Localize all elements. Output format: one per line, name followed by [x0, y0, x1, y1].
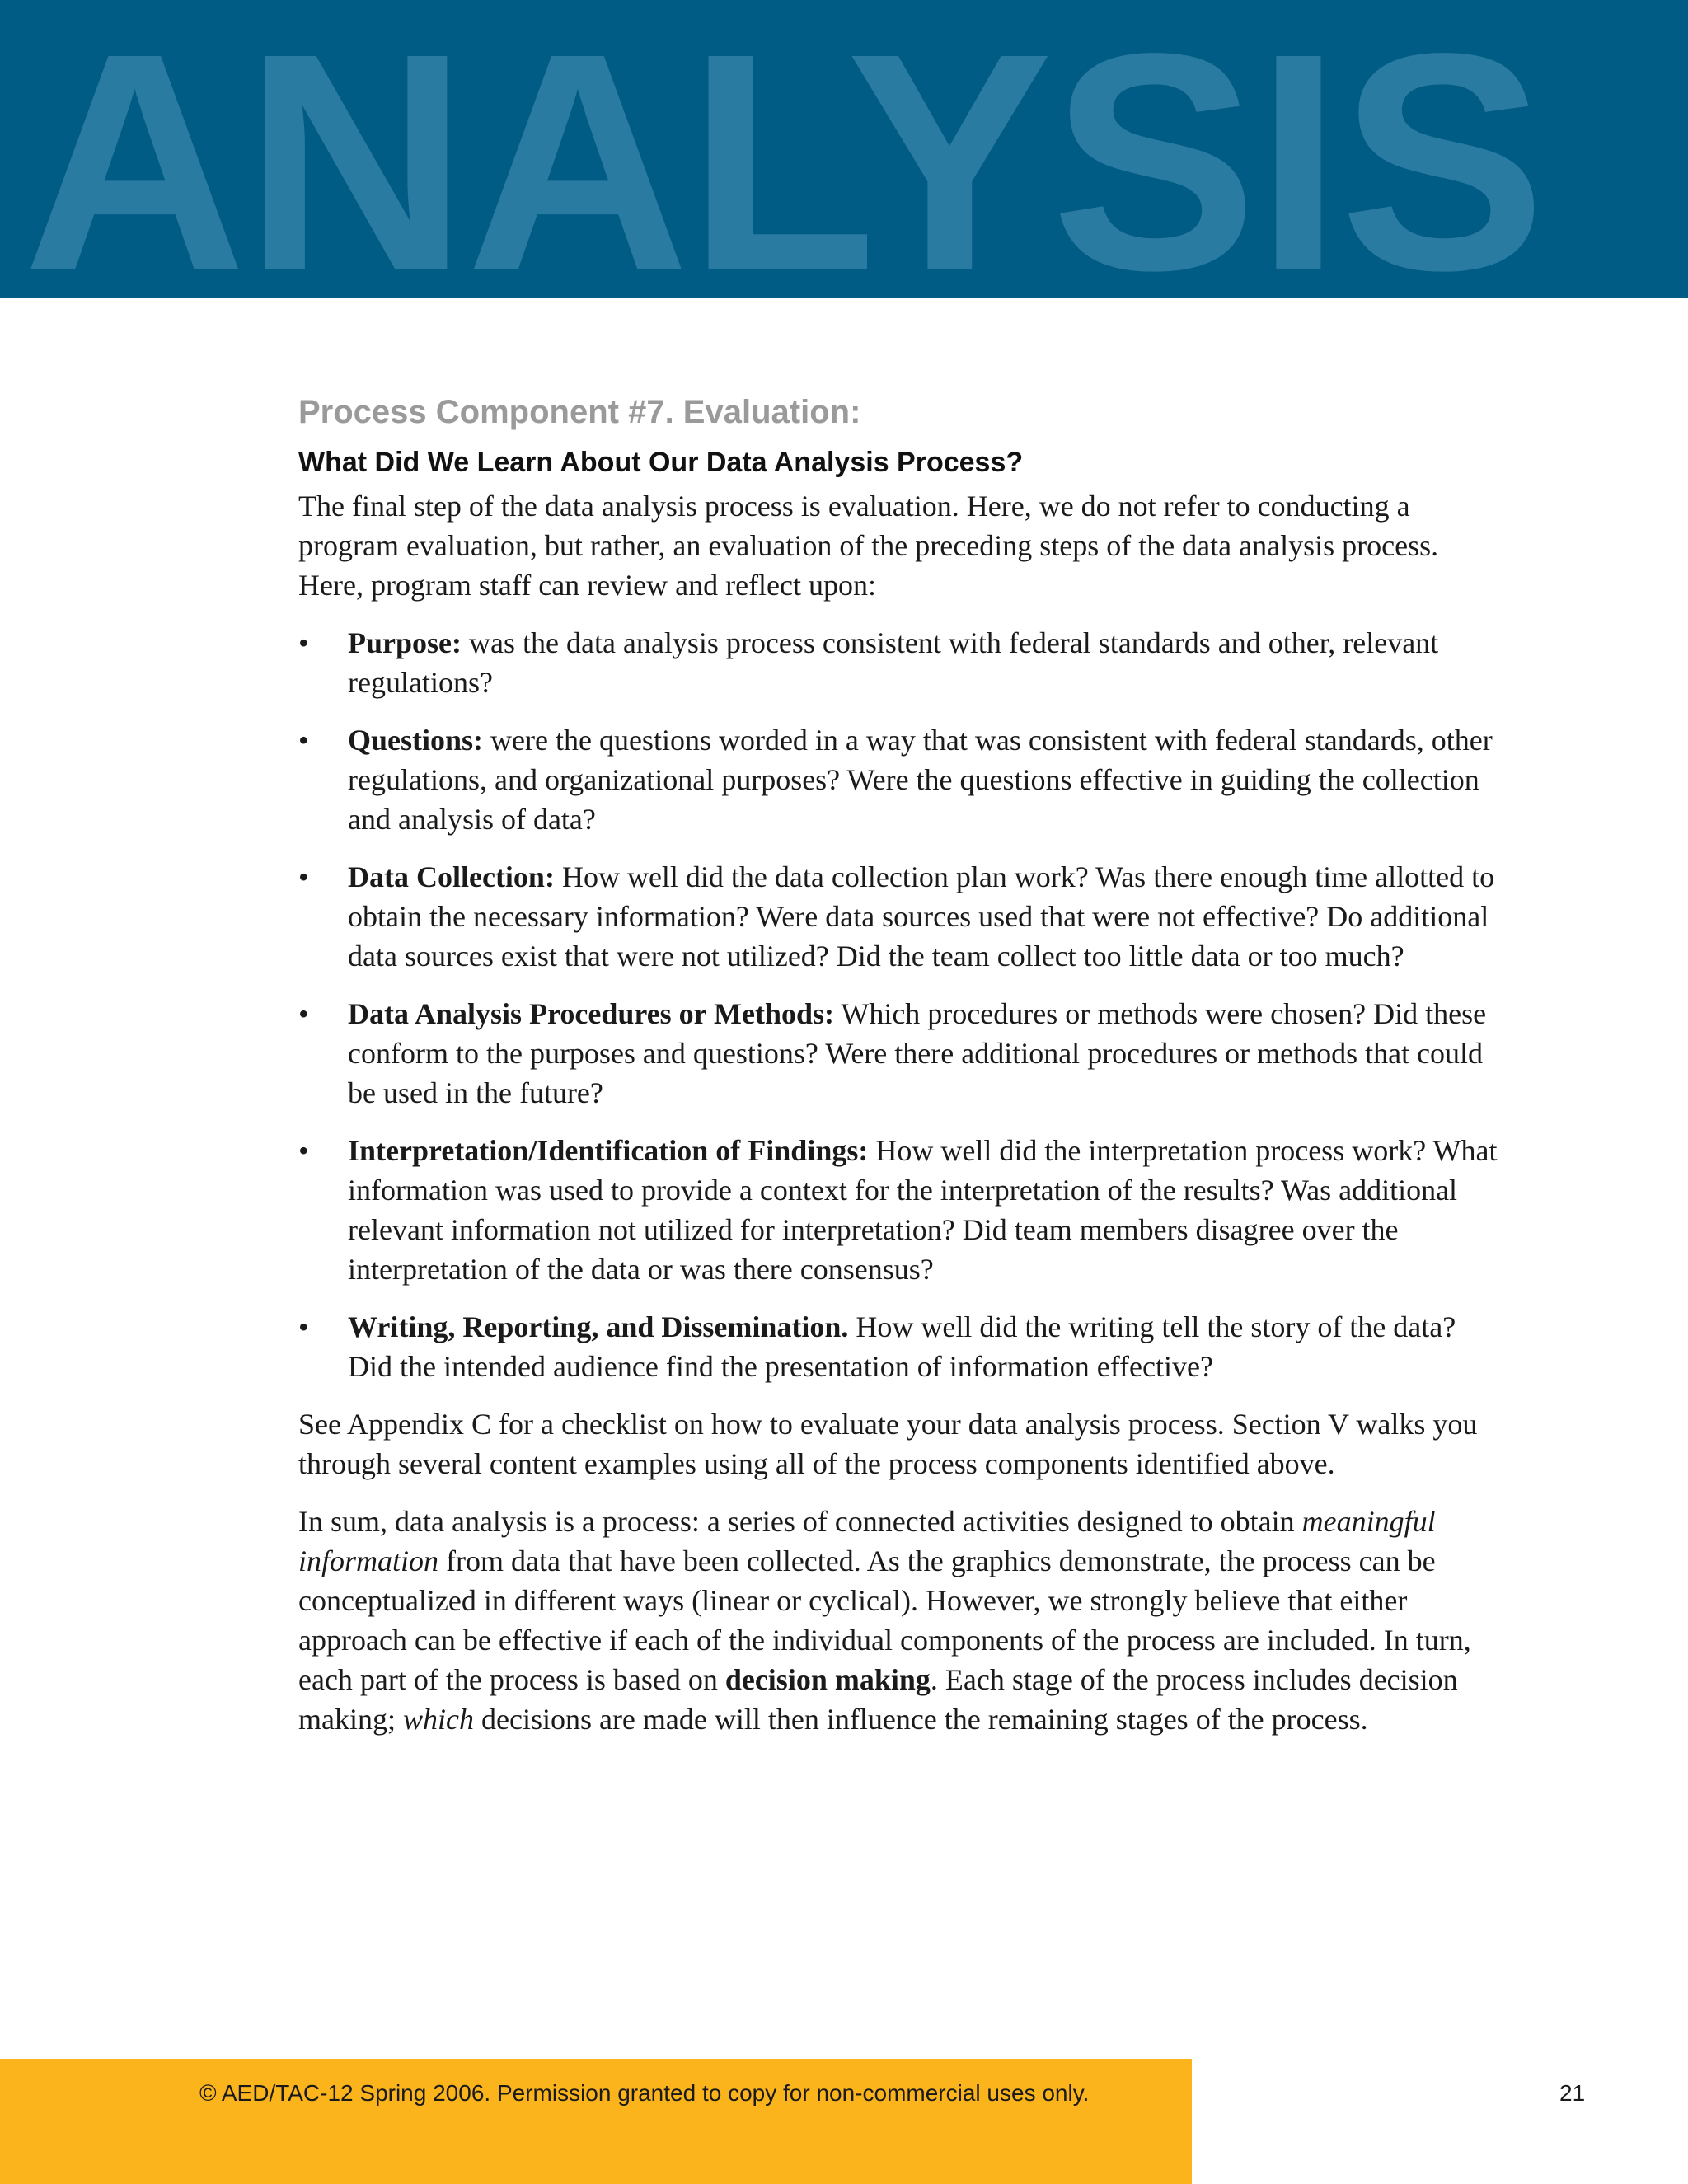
bullet-data-collection [298, 857, 1502, 976]
bullet-purpose [298, 623, 1502, 702]
bullet-dot: • [298, 724, 309, 757]
bullet-label: Interpretation/Identification of Findings: [348, 1134, 869, 1167]
header-band [0, 0, 1688, 298]
evaluation-bullet-list [298, 623, 1502, 1386]
footer-copyright: © AED/TAC-12 Spring 2006. Permission granted to copy for non-commercial uses only. [199, 2080, 1090, 2106]
bullet-writing-reporting [298, 1307, 1502, 1386]
footer-band [0, 2059, 1192, 2184]
bullet-label: Writing, Reporting, and Dissemination. [348, 1310, 849, 1343]
bullet-text: was the data analysis process consistent with federal standards and other, relevant regulations? [348, 626, 1439, 699]
bullet-dot: • [298, 626, 309, 659]
bullet-label: Data Collection: [348, 860, 555, 893]
bullet-text: were the questions worded in a way that was consistent with federal standards, other regulations, and organizational purposes? Were the questions effective in guiding the collection and analysis of data? [348, 724, 1493, 836]
summary-emphasis: which [402, 1703, 474, 1736]
bullet-text: How well did the interpretation process work? What information was used to provide a context for the interpretation of the results? Was additional relevant information not utilized for interpretation? Did team members disagree over the interpretation of the data or was there consensus? [348, 1134, 1498, 1286]
bullet-label: Data Analysis Procedures or Methods: [348, 997, 834, 1030]
bullet-text: How well did the writing tell the story of the data? Did the intended audience find the presentation of information effective? [348, 1310, 1456, 1383]
main-content [298, 387, 1502, 1757]
bullet-label: Questions: [348, 724, 484, 757]
summary-paragraph [298, 1502, 1502, 1739]
bullet-label: Purpose: [348, 626, 462, 659]
summary-bold: decision making [724, 1663, 931, 1696]
summary-text: In sum, data analysis is a process: a series of connected activities designed to obtain [298, 1505, 1302, 1538]
appendix-paragraph: See Appendix C for a checklist on how to evaluate your data analysis process. Section V walks you through several content examples using all of the process components identified above. [298, 1408, 1478, 1480]
summary-text: decisions are made will then influence the remaining stages of the process. [473, 1703, 1368, 1736]
bullet-text: How well did the data collection plan work? Was there enough time allotted to obtain the necessary information? Were data sources used that were not effective? Do additional data sources exist that were not utilized? Did the team collect too little data or too much? [348, 860, 1495, 972]
section-subtitle: What Did We Learn About Our Data Analysis Process? [298, 447, 1024, 478]
bullet-dot: • [298, 860, 309, 893]
intro-paragraph: The final step of the data analysis process is evaluation. Here, we do not refer to conducting a program evaluation, but rather, an evaluation of the preceding steps of the data analysis process. Here, program staff can review and reflect upon: [298, 490, 1439, 602]
bullet-questions [298, 720, 1502, 839]
section-title: Process Component #7. Evaluation: [298, 394, 861, 430]
summary-text: from data that have been collected. As the graphics demonstrate, the process can be conceptualized in different ways (linear or cyclical). However, we strongly believe that either approach can be effective if each of the individual components of the process are included. In turn, each part of the process is based on [298, 1544, 1471, 1696]
page-number: 21 [1559, 2080, 1586, 2106]
bullet-analysis-methods [298, 994, 1502, 1113]
bullet-interpretation [298, 1131, 1502, 1289]
bullet-dot: • [298, 1134, 309, 1167]
bullet-dot: • [298, 997, 309, 1030]
summary-text: . Each stage of the process includes decision making; [298, 1663, 1458, 1736]
summary-emphasis: meaningful information [298, 1505, 1436, 1577]
bullet-text: Which procedures or methods were chosen? Did these conform to the purposes and questions? Were there additional procedures or methods that could be used in the future? [348, 997, 1487, 1109]
header-watermark: ANALYSIS [23, 0, 1545, 298]
bullet-dot: • [298, 1310, 309, 1343]
